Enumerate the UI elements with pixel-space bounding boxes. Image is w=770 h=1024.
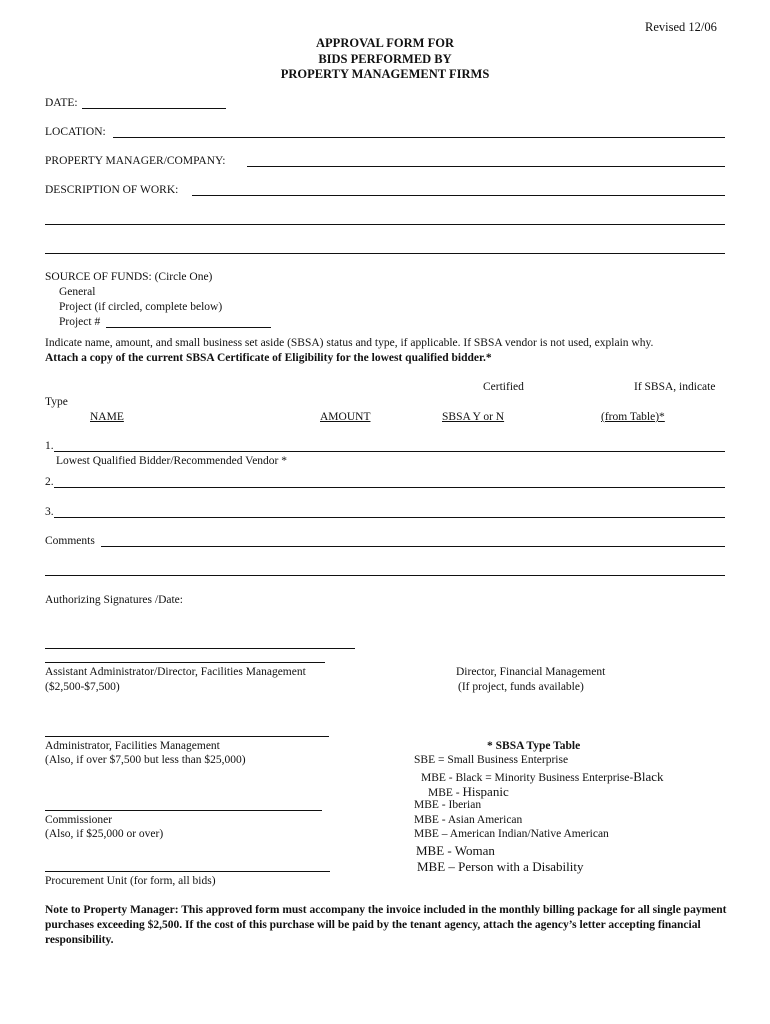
comments-field[interactable]	[101, 546, 725, 547]
header-sbsa-yn: SBSA Y or N	[442, 411, 505, 423]
project-number-field[interactable]	[106, 327, 271, 328]
fund-option-general[interactable]: General	[59, 286, 96, 298]
fund-option-project-number: Project #	[59, 316, 101, 328]
bidder-3-field[interactable]	[54, 517, 725, 518]
sbsa-row-mbe-hispanic-text: MBE -	[428, 787, 463, 799]
date-label: DATE:	[45, 97, 78, 109]
comments-line-2[interactable]	[45, 575, 725, 576]
location-label: LOCATION:	[45, 126, 106, 138]
sbsa-row-mbe-hispanic	[428, 784, 509, 800]
procurement-title: Procurement Unit (for form, all bids)	[45, 875, 216, 887]
sbsa-row-mbe-black-text: MBE - Black = Minority Business Enterprise-	[421, 772, 634, 784]
bidder-2-label: 2.	[45, 476, 54, 488]
revised-date: Revised 12/06	[645, 20, 717, 34]
bidder-2-field[interactable]	[54, 487, 725, 488]
header-from-table: (from Table)*	[601, 411, 665, 423]
signature-line-procurement[interactable]	[45, 871, 330, 872]
description-line-2[interactable]	[45, 224, 725, 225]
sbsa-row-mbe-iberian: MBE - Iberian	[414, 799, 482, 811]
sbsa-row-mbe-asian: MBE - Asian American	[414, 814, 523, 826]
note-to-property-manager: Note to Property Manager: This approved form must accompany the invoice included in the monthly billing package for all single payment purchases exceeding $2,500. If the cost of this purchase will be paid by the tenant agency, attach the agency’s letter accepting financial responsibility.	[45, 904, 727, 946]
comments-label: Comments	[45, 535, 95, 547]
header-name: NAME	[90, 411, 124, 423]
bidder-1-label: 1.	[45, 440, 54, 452]
location-field[interactable]	[113, 137, 725, 138]
form-title	[200, 36, 570, 83]
signatures-label: Authorizing Signatures /Date:	[45, 594, 183, 606]
source-of-funds-label: SOURCE OF FUNDS: (Circle One)	[45, 271, 213, 283]
commissioner-title: Commissioner	[45, 814, 113, 826]
sbsa-row-mbe-woman: MBE - Woman	[416, 843, 495, 858]
instructions-attach: Attach a copy of the current SBSA Certificate of Eligibility for the lowest qualified bidder.*	[45, 352, 492, 364]
asst-admin-title: Assistant Administrator/Director, Facilities Management	[45, 666, 306, 678]
title-line-1: APPROVAL FORM FOR	[316, 36, 454, 50]
title-line-2: BIDS PERFORMED BY	[318, 51, 452, 66]
signature-line-asst-admin[interactable]	[45, 662, 325, 663]
header-certified: Certified	[483, 381, 524, 393]
property-manager-label: PROPERTY MANAGER/COMPANY:	[45, 155, 226, 167]
sbsa-row-sbe: SBE = Small Business Enterprise	[414, 754, 569, 766]
title-line-3: PROPERTY MANAGEMENT FIRMS	[280, 67, 490, 81]
date-field[interactable]	[82, 108, 226, 109]
sbsa-row-mbe-disability: MBE – Person with a Disability	[417, 859, 584, 874]
sbsa-row-mbe-hispanic-suffix: Hispanic	[462, 784, 509, 799]
admin-title: Administrator, Facilities Management	[45, 740, 220, 752]
admin-range: (Also, if over $7,500 but less than $25,000)	[45, 754, 246, 766]
description-field[interactable]	[192, 195, 725, 196]
description-label: DESCRIPTION OF WORK:	[45, 184, 179, 196]
sbsa-table-title: * SBSA Type Table	[487, 740, 581, 752]
description-line-3[interactable]	[45, 253, 725, 254]
bidder-1-note: Lowest Qualified Bidder/Recommended Vendor *	[56, 455, 288, 467]
director-title: Director, Financial Management	[456, 666, 606, 678]
sbsa-row-mbe-black-suffix: Black	[633, 769, 664, 784]
sbsa-row-mbe-american-indian: MBE – American Indian/Native American	[414, 828, 609, 840]
header-if-sbsa: If SBSA, indicate	[634, 381, 716, 393]
sbsa-row-mbe-black	[421, 769, 664, 785]
asst-admin-range: ($2,500-$7,500)	[45, 681, 120, 693]
commissioner-range: (Also, if $25,000 or over)	[45, 828, 164, 840]
bidder-1-field[interactable]	[54, 451, 725, 452]
director-note: (If project, funds available)	[458, 681, 584, 693]
property-manager-field[interactable]	[247, 166, 725, 167]
bidder-3-label: 3.	[45, 506, 54, 518]
header-type: Type	[45, 396, 68, 408]
header-amount: AMOUNT	[320, 411, 371, 423]
signature-line-director[interactable]	[45, 648, 355, 649]
signature-line-admin[interactable]	[45, 736, 329, 737]
instructions-text: Indicate name, amount, and small business set aside (SBSA) status and type, if applicable. If SBSA vendor is not used, explain why.	[45, 337, 654, 349]
signature-line-commissioner[interactable]	[45, 810, 322, 811]
fund-option-project[interactable]: Project (if circled, complete below)	[59, 301, 223, 313]
